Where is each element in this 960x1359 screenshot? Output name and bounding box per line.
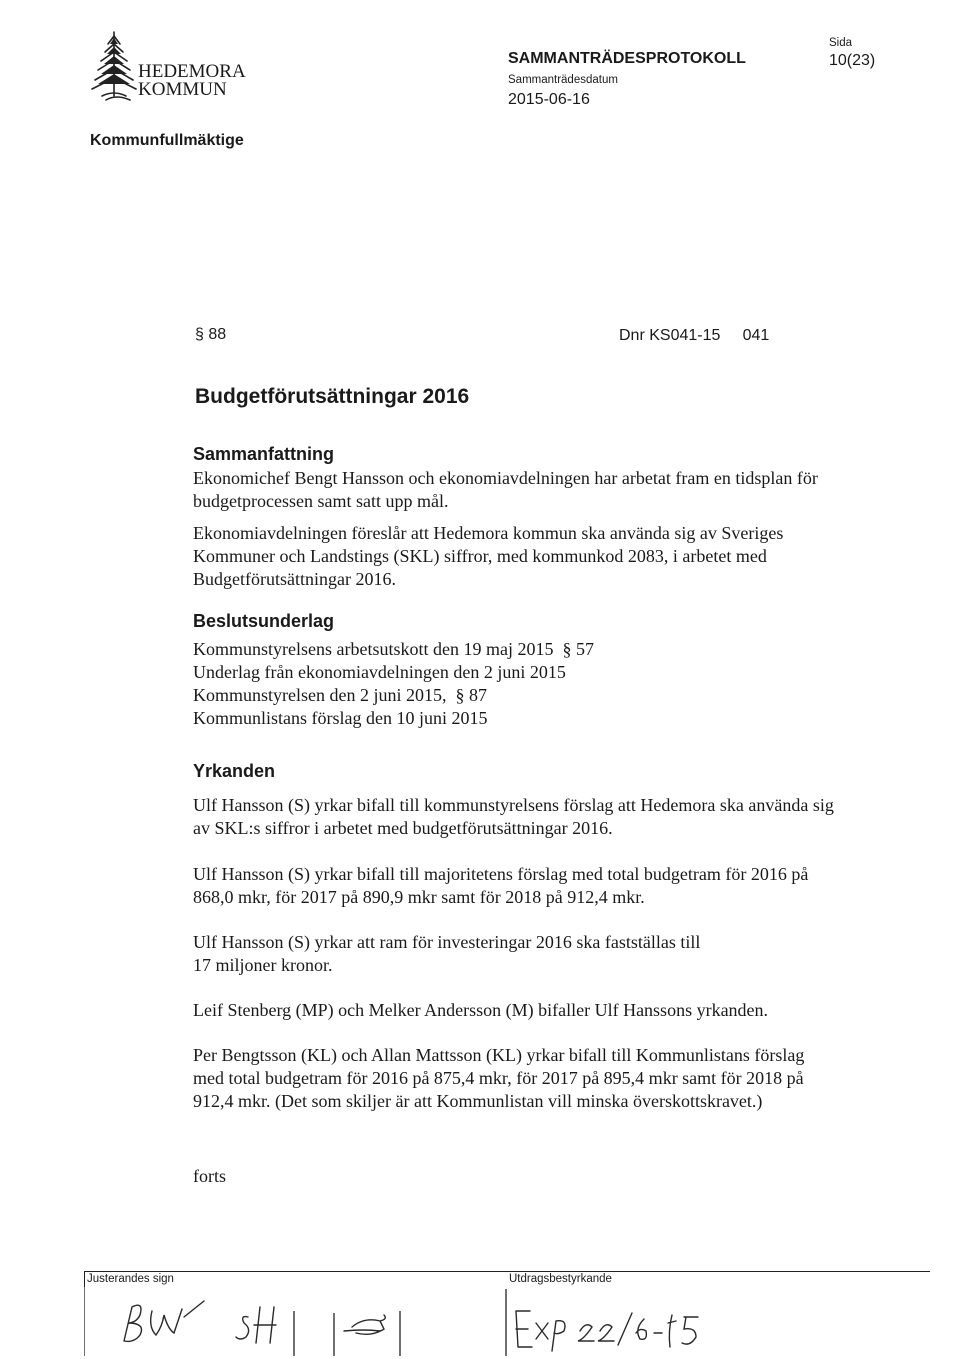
logo-text-line1: HEDEMORA	[138, 61, 246, 82]
text-line: Kommuner och Landstings (SKL) siffror, med kommunkod 2083, i arbetet med	[193, 546, 767, 566]
text-line: 868,0 mkr, för 2017 på 890,9 mkr samt för 2018 på 912,4 mkr.	[193, 887, 645, 907]
text-line: budgetprocessen samt satt upp mål.	[193, 491, 449, 511]
yrkande-paragraph-2	[193, 863, 913, 909]
list-item: Kommunlistans förslag den 10 juni 2015	[193, 708, 488, 728]
municipality-logo	[86, 28, 251, 104]
text-line: 17 miljoner kronor.	[193, 955, 333, 975]
text-line: Ekonomiavdelningen föreslår att Hedemora kommun ska använda sig av Sveriges	[193, 523, 784, 543]
heading-beslutsunderlag: Beslutsunderlag	[193, 611, 335, 631]
text-line: Ekonomichef Bengt Hansson och ekonomiavdelningen har arbetat fram en tidsplan för	[193, 468, 818, 488]
text-line: med total budgetram för 2016 på 875,4 mkr, för 2017 på 895,4 mkr samt för 2018 på	[193, 1068, 804, 1088]
continued-label: forts	[193, 1166, 226, 1186]
yrkande-paragraph-3	[193, 931, 913, 977]
text-line: Leif Stenberg (MP) och Melker Andersson (M) bifaller Ulf Hanssons yrkanden.	[193, 1000, 769, 1020]
page-label: Sida	[829, 37, 853, 49]
page-number: 10(23)	[829, 52, 876, 69]
text-line: Ulf Hansson (S) yrkar bifall till kommunstyrelsens förslag att Hedemora ska använda sig	[193, 795, 834, 815]
case-number: Dnr KS041-15 041	[619, 327, 770, 344]
list-item: Underlag från ekonomiavdelningen den 2 juni 2015	[193, 662, 566, 682]
utdragsbestyrkande-label: Utdragsbestyrkande	[509, 1273, 612, 1285]
list-item: Kommunstyrelsens arbetsutskott den 19 maj 2015 § 57	[193, 639, 594, 659]
text-line: 912,4 mkr. (Det som skiljer är att Kommunlistan vill minska överskottskravet.)	[193, 1091, 763, 1111]
yrkande-paragraph-1	[193, 794, 913, 840]
paragraph-reference: § 88	[195, 326, 227, 343]
item-title: Budgetförutsättningar 2016	[195, 385, 470, 408]
document-type: SAMMANTRÄDESPROTOKOLL	[508, 50, 746, 67]
handwritten-signature-icon	[84, 1271, 930, 1356]
meeting-date: 2015-06-16	[508, 91, 590, 108]
text-line: Ulf Hansson (S) yrkar att ram för investeringar 2016 ska fastställas till	[193, 932, 701, 952]
tree-logo-icon	[86, 28, 142, 104]
text-line: Budgetförutsättningar 2016.	[193, 569, 396, 589]
yrkande-paragraph-4	[193, 999, 913, 1022]
text-line: Ulf Hansson (S) yrkar bifall till majoritetens förslag med total budgetram för 2016 på	[193, 864, 809, 884]
justerandes-label: Justerandes sign	[87, 1273, 174, 1285]
logo-text-line2: KOMMUN	[138, 79, 227, 100]
meeting-date-label: Sammanträdesdatum	[508, 74, 618, 86]
organ-name: Kommunfullmäktige	[90, 132, 244, 149]
sammanfattning-paragraph-2	[193, 522, 913, 591]
yrkande-paragraph-5	[193, 1044, 913, 1113]
heading-yrkanden: Yrkanden	[193, 761, 276, 781]
list-item: Kommunstyrelsen den 2 juni 2015, § 87	[193, 685, 487, 705]
text-line: av SKL:s siffror i arbetet med budgetförutsättningar 2016.	[193, 818, 613, 838]
beslutsunderlag-list	[193, 638, 913, 730]
text-line: Per Bengtsson (KL) och Allan Mattsson (KL) yrkar bifall till Kommunlistans förslag	[193, 1045, 805, 1065]
heading-sammanfattning: Sammanfattning	[193, 444, 335, 464]
sammanfattning-paragraph-1	[193, 467, 913, 513]
